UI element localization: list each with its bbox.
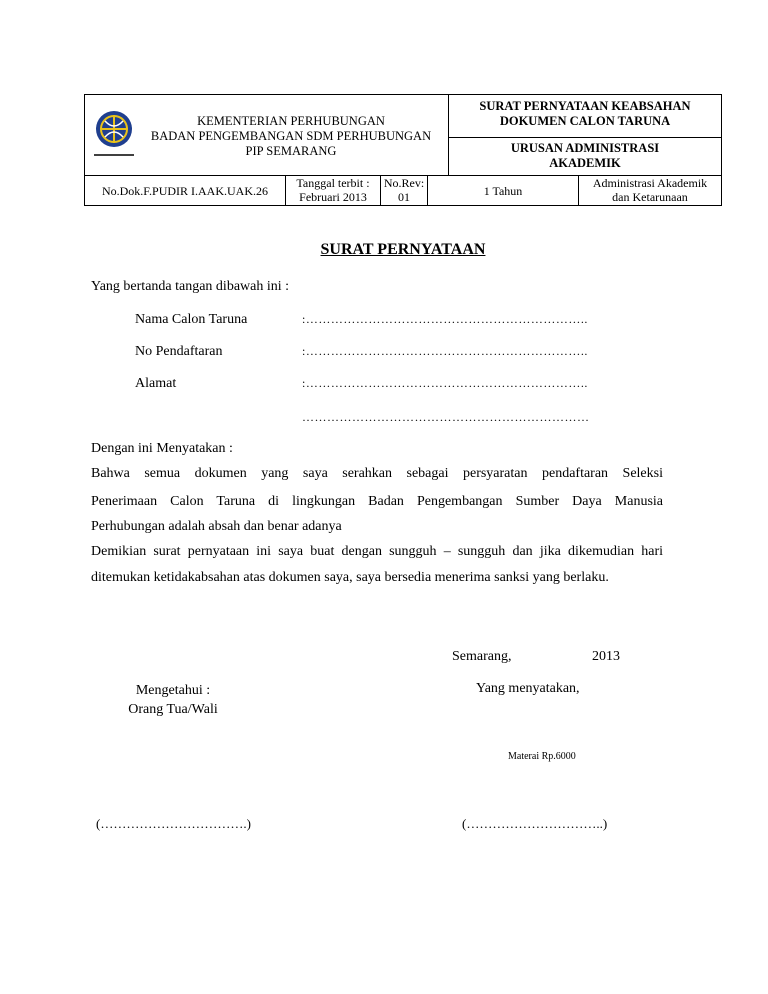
doc-title-line-1: SURAT PERNYATAAN KEABSAHAN: [479, 99, 691, 113]
page-title: SURAT PERNYATAAN: [320, 241, 486, 258]
revision-number: 01: [398, 190, 410, 204]
field-value-address-extra: ……………………………………………………………: [302, 410, 590, 424]
retention-period: 1 Tahun: [483, 184, 523, 198]
year-text: 2013: [592, 649, 620, 664]
issue-label: Tanggal terbit :: [296, 176, 370, 190]
signature-left-line: (…………………………….): [96, 816, 251, 831]
paragraph1-line-3: Perhubungan adalah absah dan benar adanya: [91, 519, 342, 534]
department-line-2: dan Ketarunaan: [612, 190, 688, 204]
organization-name: [141, 114, 441, 159]
stamp-label: Materai Rp.6000: [508, 751, 576, 762]
declarant-label: Yang menyatakan,: [476, 681, 580, 696]
revision-label: No.Rev:: [383, 176, 425, 190]
unit-box: [449, 141, 721, 171]
org-line-2: BADAN PENGEMBANGAN SDM PERHUBUNGAN: [150, 129, 432, 143]
acknowledged-block: [108, 681, 238, 719]
org-line-1: KEMENTERIAN PERHUBUNGAN: [197, 114, 385, 128]
header-right-row-divider: [448, 137, 721, 138]
guardian-label: Orang Tua/Wali: [128, 702, 218, 717]
ministry-logo-emblem: [91, 109, 137, 157]
acknowledged-label: Mengetahui :: [135, 683, 211, 698]
unit-line-1: URUSAN ADMINISTRASI: [510, 141, 660, 155]
unit-line-2: AKADEMIK: [549, 156, 621, 170]
intro-text: Yang bertanda tangan dibawah ini :: [91, 279, 290, 294]
document-header-table: [84, 94, 722, 206]
doc-number: No.Dok.F.PUDIR I.AAK.UAK.26: [101, 184, 269, 198]
department-line-1: Administrasi Akademik: [592, 176, 708, 190]
field-label-registration: No Pendaftaran: [135, 344, 223, 359]
org-line-3: PIP SEMARANG: [245, 144, 337, 158]
field-label-address: Alamat: [135, 376, 177, 391]
revision-box: [381, 176, 427, 204]
department-box: [579, 176, 721, 204]
field-value-name: :…………………………………………………………..: [302, 312, 588, 326]
field-value-address: :…………………………………………………………..: [302, 376, 588, 390]
field-value-registration: :…………………………………………………………..: [302, 344, 588, 358]
paragraph1-line-1: Bahwa semua dokumen yang saya serahkan sebagai persyaratan pendaftaran Seleksi: [91, 466, 663, 481]
document-title-box: [449, 99, 721, 129]
paragraph1-line-2: Penerimaan Calon Taruna di lingkungan Badan Pengembangan Sumber Daya Manusia: [91, 494, 663, 509]
paragraph2-line-2: ditemukan ketidakabsahan atas dokumen saya, saya bersedia menerima sanksi yang berlaku.: [91, 570, 609, 585]
place-text: Semarang,: [452, 649, 512, 664]
declaration-heading: Dengan ini Menyatakan :: [91, 441, 233, 456]
field-label-name: Nama Calon Taruna: [135, 312, 248, 327]
ministry-logo: [91, 109, 137, 157]
doc-title-line-2: DOKUMEN CALON TARUNA: [499, 114, 671, 128]
signature-right-line: (…………………………..): [462, 816, 608, 831]
issue-date-box: [286, 176, 380, 204]
issue-date: Februari 2013: [299, 190, 367, 204]
paragraph2-line-1: Demikian surat pernyataan ini saya buat dengan sungguh – sungguh dan jika dikemudian hari: [91, 544, 663, 559]
